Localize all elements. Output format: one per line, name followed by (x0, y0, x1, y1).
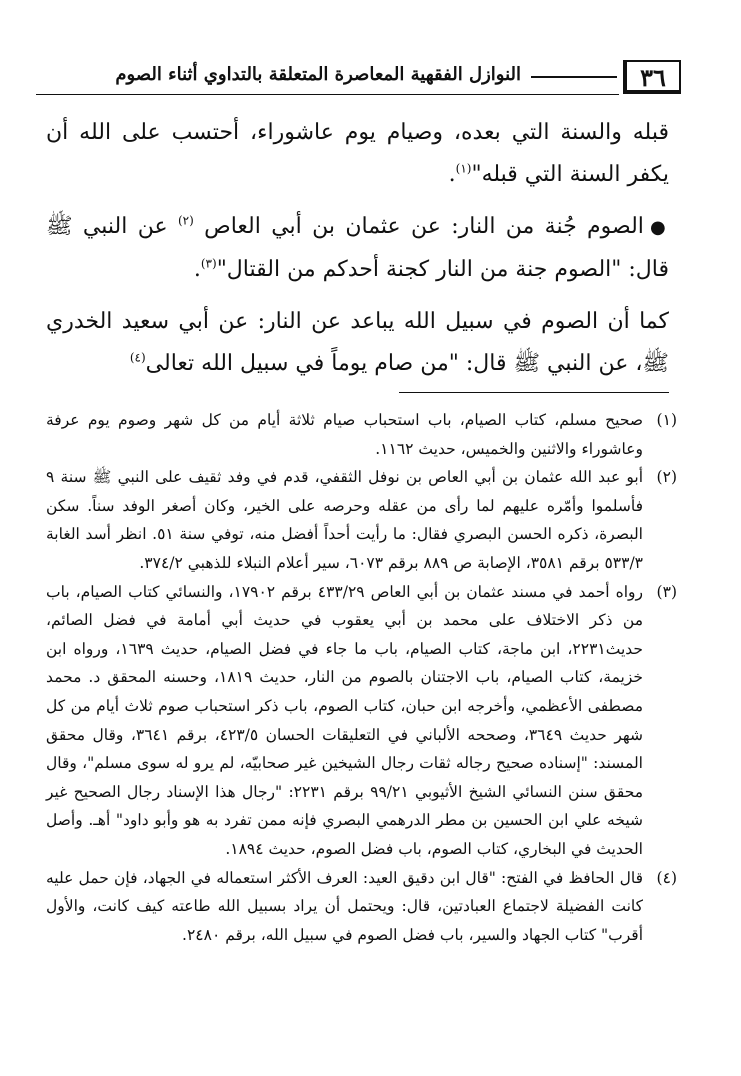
footnote-item (46, 406, 677, 463)
page-header (36, 60, 681, 100)
footnote-number: (٤) (656, 868, 677, 887)
paragraph-2-end: . (193, 257, 201, 282)
footnote-item (46, 463, 677, 577)
paragraph-1-end: . (448, 162, 456, 187)
header-rule (36, 94, 619, 95)
footnote-number: (٢) (656, 468, 677, 487)
footnote-text: رواه أحمد في مسند عثمان بن أبي العاص ٤٣٣/٢٩ برقم ١٧٩٠٢، والنسائي كتاب الصيام، باب من ذكر الاختلاف على محمد بن أبي يعقوب في حديث أبي أمامة في فضل الصائم، حديث٢٢٣١، ابن ماجة، كتاب الصيام، باب ما جاء في فضل الصيام، حديث ١٦٣٩، ورواه ابن خزيمة، كتاب الصيام، باب الاجتنان بالصوم من النار، حديث ١٨١٩، وحسنه المحقق د. محمد مصطفى الأعظمي، وأخرجه ابن حبان، كتاب الصوم، باب ذكر استحباب صوم ثلاث أيام من كل شهر حديث ٣٦٤٩، وصححه الألباني في التعليقات الحسان ٤٢٣/٥، برقم ٣٦٤١، وقال محقق المسند: "إسناده صحيح رجاله ثقات رجال الشيخين غير صحابيّه، لم يرو له سوى مسلم"، وقال محقق سنن النسائي الشيخ الأثيوبي ٩٩/٢١ برقم ٢٢٣١: "رجال هذا الإسناد رجال الصحيح غير شيخه علي ابن الحسين بن مطر الدرهمي البصري فإنه ممن تفرد به هو وأبو داود" أهـ. وأصل الحديث في البخاري، كتاب الصوم، باب فضل الصوم، حديث ١٨٩٤. (46, 582, 644, 858)
bullet-icon: ● (649, 217, 669, 238)
paragraph-2-text-a: الصوم جُنة من النار: عن عثمان بن أبي العاص (204, 214, 644, 239)
footnote-separator (399, 392, 669, 393)
page-number: ٣٦ (623, 60, 681, 94)
main-text (46, 112, 669, 385)
paragraph-1 (46, 112, 669, 196)
footnote-ref-4: (٤) (129, 350, 146, 365)
footnote-ref-1: (١) (455, 161, 472, 176)
footnotes (46, 406, 677, 949)
footnote-text: أبو عبد الله عثمان بن أبي العاص بن نوفل الثقفي، قدم في وفد ثقيف على النبي ﷺ سنة ٩ فأسلموا وأمّره عليهم لما رأى من عقله وحرصه على الخير، وكان أصغر الوفد سناً. سكن البصرة، ذكره الحسن البصري فقال: ما رأيت أحداً أفضل منه، توفي سنة ٥١. انظر أسد الغابة ٥٣٣/٣ برقم ٣٥٨١، الإصابة ص ٨٨٩ برقم ٦٠٧٣، سير أعلام النبلاء للذهبي ٣٧٤/٢. (46, 468, 643, 572)
footnote-text: صحيح مسلم، كتاب الصيام، باب استحباب صيام ثلاثة أيام من كل شهر وصوم يوم عرفة وعاشوراء والاثنين والخميس، حديث ١١٦٢. (46, 411, 643, 458)
footnote-ref-2: (٢) (177, 213, 194, 228)
footnote-number: (١) (656, 411, 677, 429)
paragraph-2-text-b: عن النبي ﷺ قال: "الصوم جنة من النار كجنة أحدكم من القتال" (46, 214, 669, 282)
footnote-text: قال الحافظ في الفتح: "قال ابن دقيق العيد: العرف الأكثر استعماله في الجهاد، فإن حمل عليه كانت الفضيلة لاجتماع العبادتين، قال: ويحتمل أن يراد بسبيل الله طاعته كيف كانت، والأول أقرب" كتاب الجهاد والسير، باب فضل الصوم في سبيل الله، برقم ٢٤٨٠. (46, 868, 643, 944)
paragraph-3 (46, 301, 669, 385)
footnote-item (46, 864, 677, 950)
header-dash (531, 76, 617, 78)
paragraph-2 (46, 206, 669, 291)
paragraph-3-text: كما أن الصوم في سبيل الله يباعد عن النار: عن أبي سعيد الخدري ﷺ، عن النبي ﷺ قال: "من صام يوماً في سبيل الله تعالى (46, 309, 669, 376)
paragraph-1-text: قبله والسنة التي بعده، وصيام يوم عاشوراء، أحتسب على الله أن يكفر السنة التي قبله" (46, 120, 669, 187)
running-title: النوازل الفقهية المعاصرة المتعلقة بالتداوي أثناء الصوم (115, 64, 521, 85)
footnote-item (46, 578, 677, 864)
footnote-number: (٣) (656, 582, 677, 601)
footnote-ref-3: (٣) (200, 256, 217, 271)
